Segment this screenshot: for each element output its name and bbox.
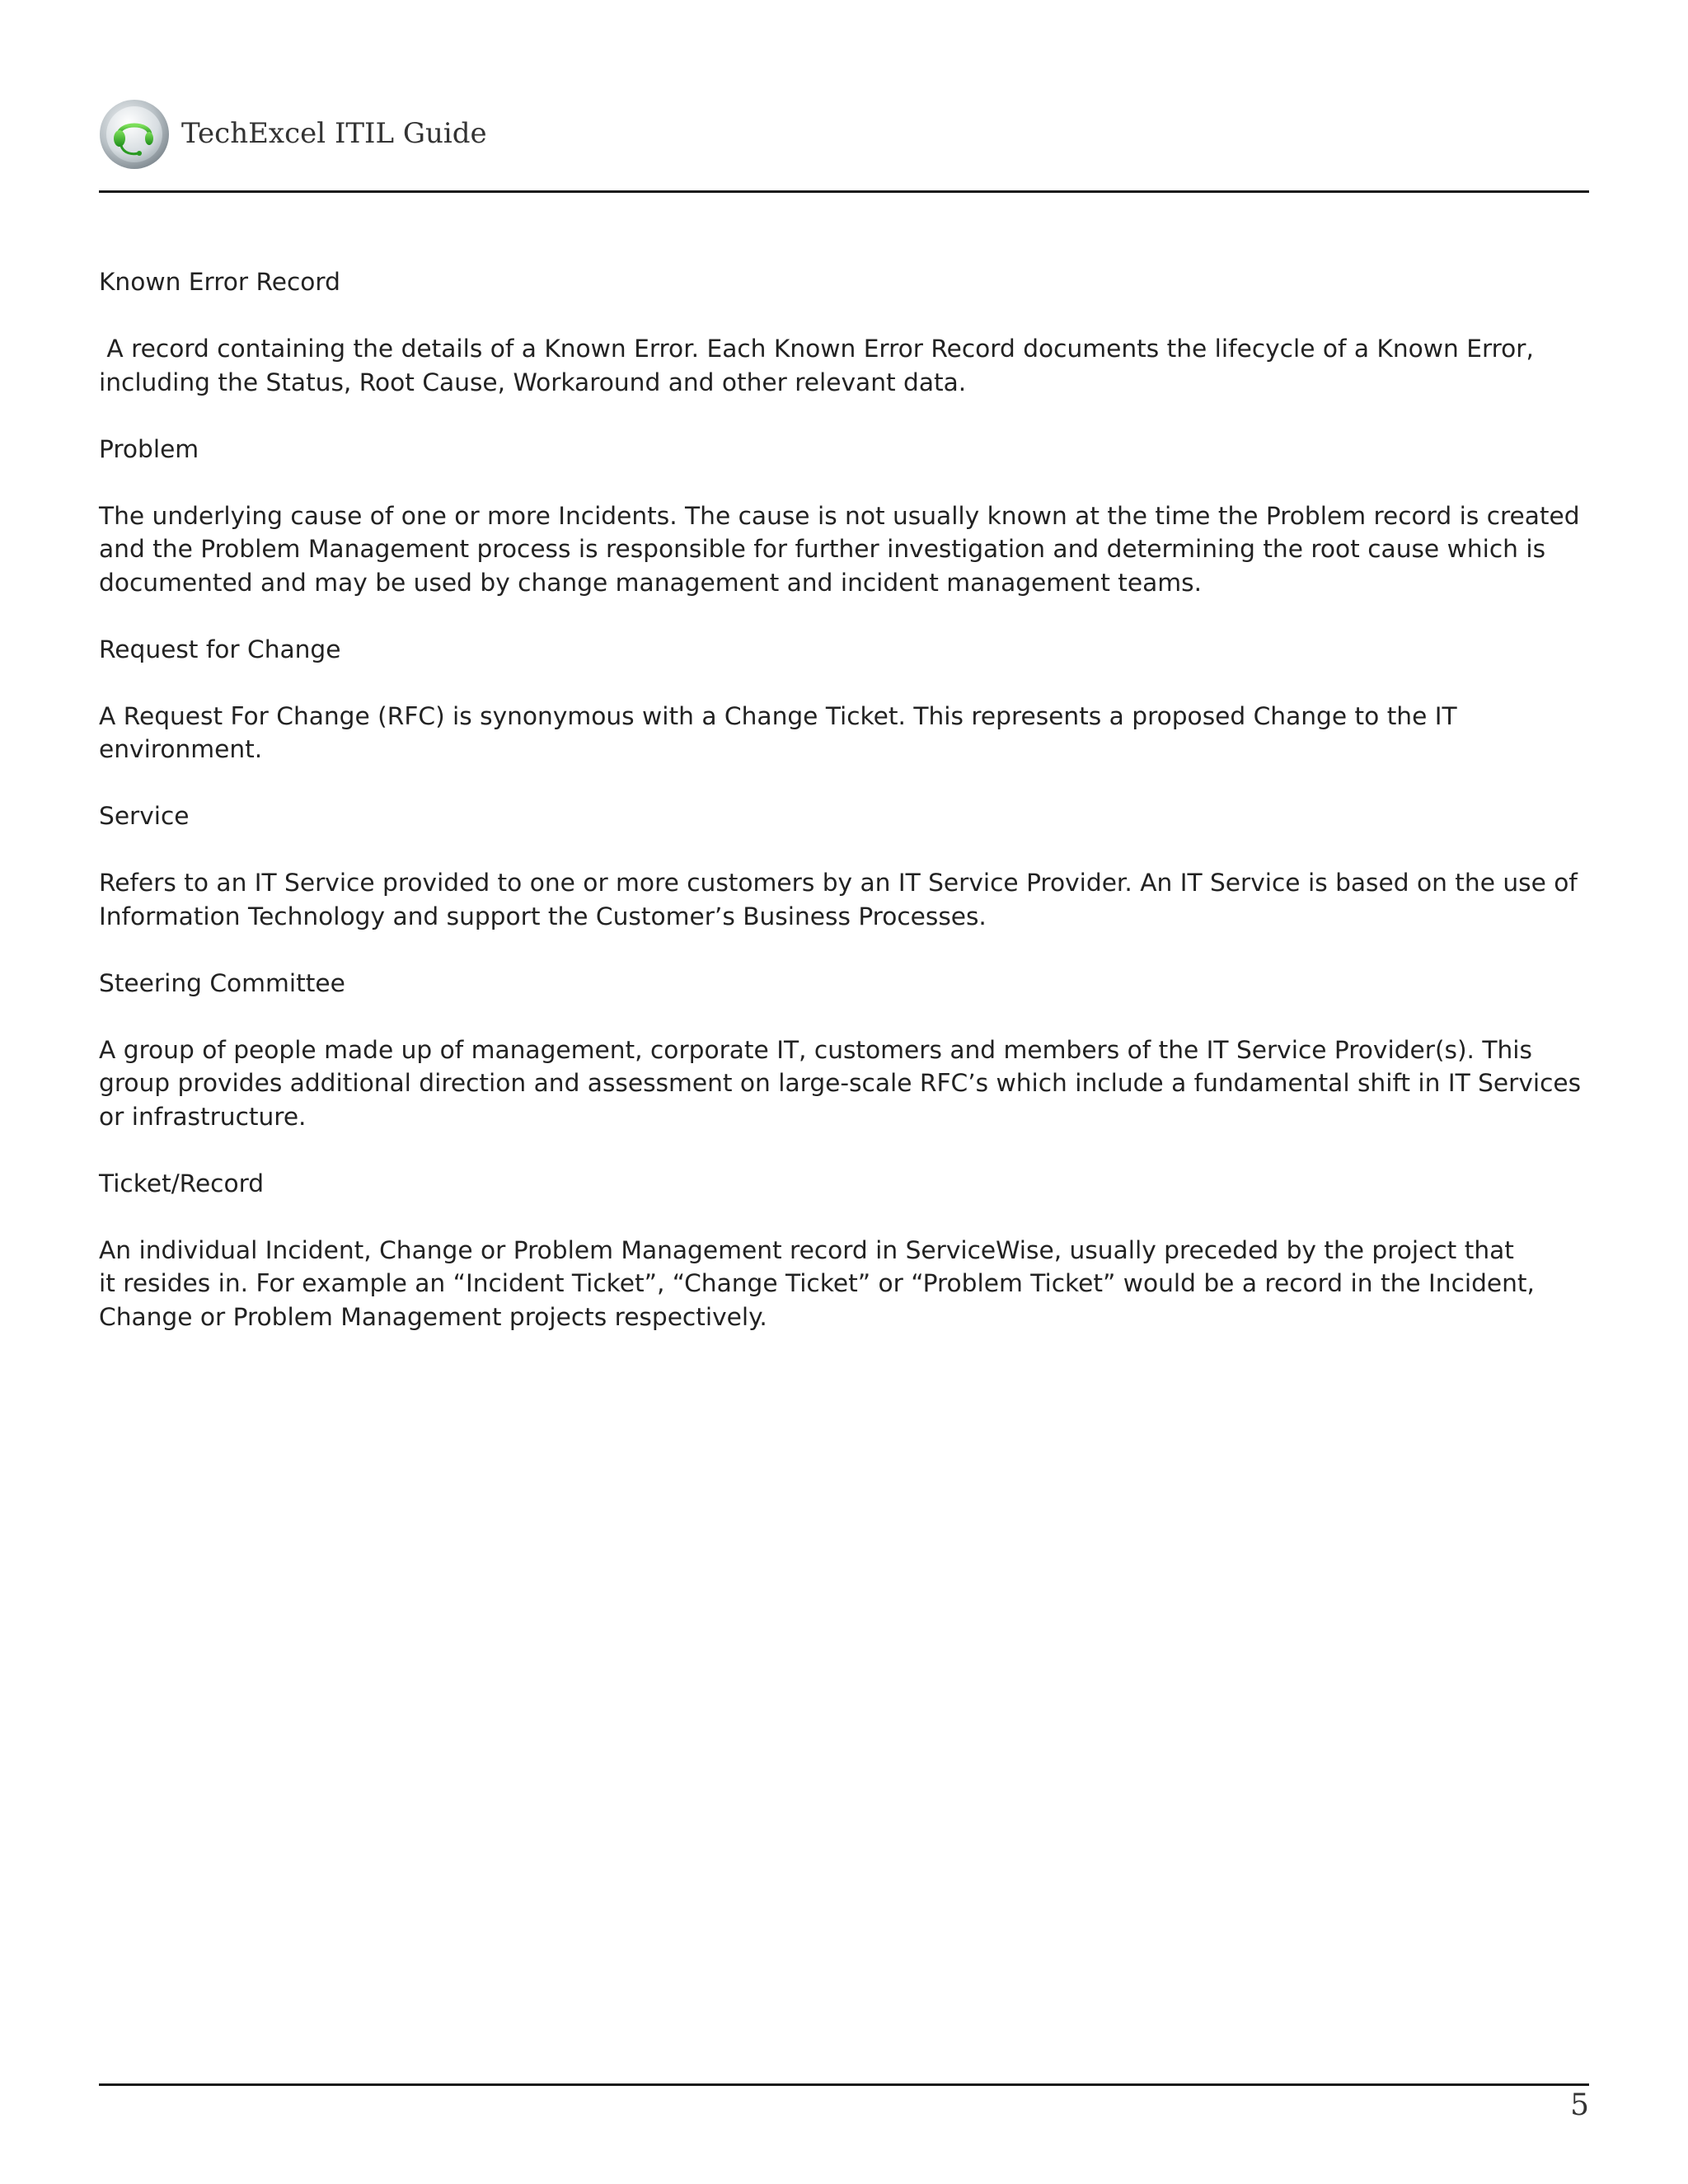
glossary-definition [99,1234,1589,1334]
definition-line: An individual Incident, Change or Problem Management record in ServiceWise, usually preceded by the project that [99,1235,1514,1264]
definition-line: documented and may be used by change management and incident management teams. [99,567,1202,597]
guide-title: TechExcel ITIL Guide [181,117,487,150]
glossary-term: Service [99,801,190,830]
definition-line: Refers to an IT Service provided to one or more customers by an IT Service Provider. An IT Service is based on the use of [99,868,1578,897]
definition-line: or infrastructure. [99,1101,307,1131]
glossary-term: Ticket/Record [99,1168,265,1197]
glossary-definition [99,332,1589,399]
definition-line: group provides additional direction and assessment on large-scale RFC’s which include a fundamental shift in IT Services [99,1068,1582,1097]
page-header [99,97,1589,176]
footer-divider [99,2083,1589,2086]
glossary-term: Known Error Record [99,267,340,296]
glossary-term: Steering Committee [99,968,345,997]
definition-line: Information Technology and support the Customer’s Business Processes. [99,901,987,930]
definition-line: The underlying cause of one or more Incidents. The cause is not usually known at the time the Problem record is created [99,500,1580,530]
glossary-definition [99,866,1589,933]
glossary-term: Problem [99,434,199,463]
definition-line: and the Problem Management process is responsible for further investigation and determining the root cause which is [99,534,1546,563]
definition-line: A record containing the details of a Known Error. Each Known Error Record documents the lifecycle of a Known Error, [99,334,1534,363]
definition-line: environment. [99,734,263,763]
definition-line: A group of people made up of management, corporate IT, customers and members of the IT Service Provider(s). This [99,1034,1532,1064]
glossary-definition [99,499,1589,600]
glossary-definition [99,1033,1589,1134]
definition-line: including the Status, Root Cause, Workaround and other relevant data. [99,367,967,396]
header-divider [99,190,1589,193]
definition-line: A Request For Change (RFC) is synonymous with a Change Ticket. This represents a proposed Change to the IT [99,701,1457,730]
page-number: 5 [1570,2088,1589,2122]
definition-line: it resides in. For example an “Incident Ticket”, “Change Ticket” or “Problem Ticket” would be a record in the Incident, [99,1268,1535,1297]
glossary-content [99,265,1589,1367]
definition-line: Change or Problem Management projects respectively. [99,1301,767,1331]
glossary-definition [99,700,1589,766]
headset-globe-icon [99,99,170,170]
glossary-term: Request for Change [99,634,341,663]
